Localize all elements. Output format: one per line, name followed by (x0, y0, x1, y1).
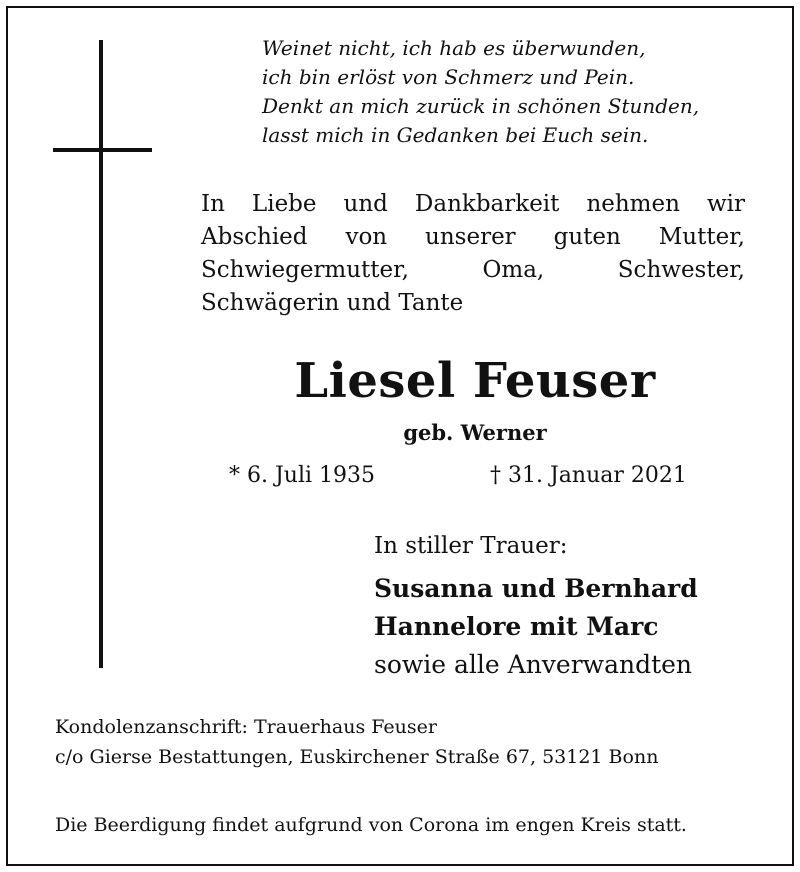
poem-line: lasst mich in Gedanken bei Euch sein. (262, 123, 649, 147)
birth-date: * 6. Juli 1935 (229, 463, 376, 488)
poem (262, 34, 762, 150)
address-line: c/o Gierse Bestattungen, Euskirchener Straße 67, 53121 Bonn (55, 746, 659, 768)
cross-icon (99, 40, 103, 668)
mourner-name: Hannelore mit Marc (374, 612, 659, 641)
address-line: Kondolenzanschrift: Trauerhaus Feuser (55, 716, 437, 738)
intro-line: Schwiegermutter, Oma, Schwester, (201, 257, 745, 283)
condolence-address (55, 712, 658, 772)
mourners-list (374, 570, 698, 684)
funeral-note: Die Beerdigung findet aufgrund von Corona im engen Kreis statt. (55, 814, 687, 836)
relatives-line: sowie alle Anverwandten (374, 650, 693, 679)
intro-line: In Liebe und Dankbarkeit nehmen wir (201, 191, 745, 217)
intro-line: Schwägerin und Tante (201, 290, 464, 316)
intro-text (201, 188, 745, 320)
maiden-name: geb. Werner (403, 420, 547, 445)
mourner-name: Susanna und Bernhard (374, 574, 698, 603)
poem-line: Denkt an mich zurück in schönen Stunden, (262, 94, 700, 118)
cross-icon-bar (53, 148, 152, 152)
poem-line: Weinet nicht, ich hab es überwunden, (262, 36, 646, 60)
mourning-heading: In stiller Trauer: (374, 533, 568, 559)
deceased-name: Liesel Feuser (294, 353, 656, 409)
death-date: † 31. Januar 2021 (490, 463, 687, 488)
intro-line: Abschied von unserer guten Mutter, (201, 224, 745, 250)
poem-line: ich bin erlöst von Schmerz und Pein. (262, 65, 635, 89)
